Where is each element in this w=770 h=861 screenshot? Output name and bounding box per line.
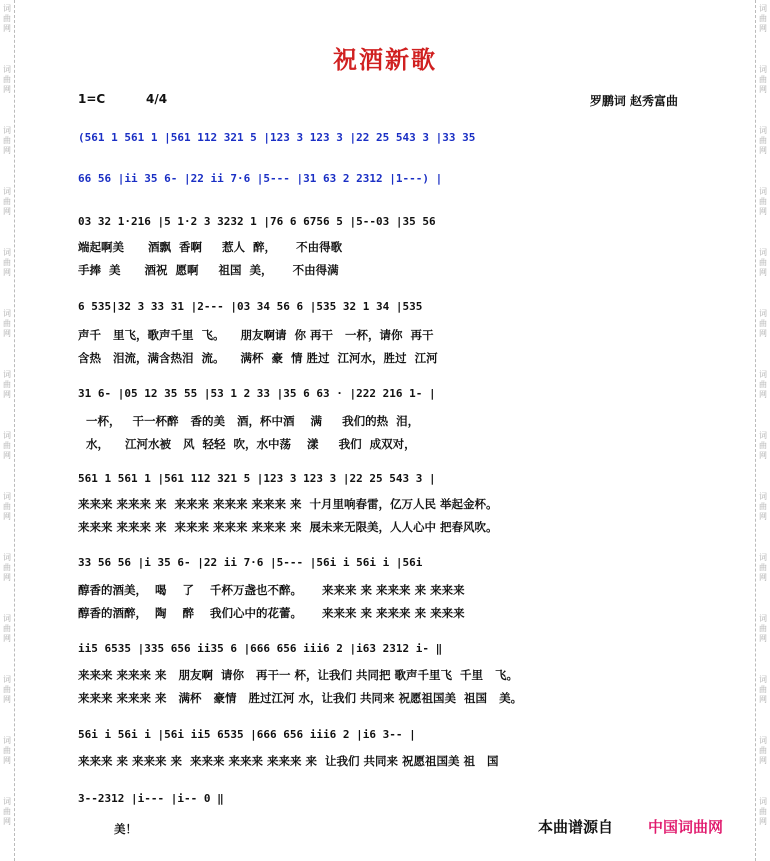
watermark-glyph: 词 曲 网 (759, 797, 767, 826)
watermark-glyph: 词 曲 网 (3, 309, 11, 338)
watermark-glyph: 词 曲 网 (3, 431, 11, 460)
watermark-glyph: 词 曲 网 (759, 126, 767, 155)
watermark-glyph: 词 曲 网 (759, 492, 767, 521)
lyric-line-3b: 水， 江河水被 风 轻轻 吹，水中荡 漾 我们 成双对， (78, 437, 416, 451)
intro-line-1: (561 1 561 1 |561 112 321 5 |123 3 123 3 |22 25 543 3 |33 35 (78, 131, 476, 144)
notation-line-2: 6 535|32 3 33 31 |2--- |03 34 56 6 |535 32 1 34 |535 (78, 300, 423, 313)
notation-line-3: 31 6- |05 12 35 55 |53 1 2 33 |35 6 63 · |222 216 1- | (78, 387, 436, 400)
site-name-link[interactable]: 中国词曲网 (648, 818, 724, 836)
lyric-line-6b: 来来来 来来来 来 满杯 豪情 胜过江河 水，让我们 共同来 祝愿祖国美 祖国 美。 (78, 691, 523, 705)
watermark-glyph: 词 曲 网 (3, 4, 11, 33)
watermark-glyph: 词 曲 网 (3, 797, 11, 826)
lyric-line-2b: 含热 泪流，满含热泪 流。 满杯 豪 情 胜过 江河水，胜过 江河 (78, 351, 438, 365)
watermark-glyph: 词 曲 网 (759, 4, 767, 33)
watermark-glyph: 词 曲 网 (3, 187, 11, 216)
notation-line-4: 561 1 561 1 |561 112 321 5 |123 3 123 3 |22 25 543 3 | (78, 472, 436, 485)
watermark-glyph: 词 曲 网 (759, 370, 767, 399)
watermark-glyph: 词 曲 网 (759, 248, 767, 277)
watermark-glyph: 词 曲 网 (3, 614, 11, 643)
lyric-line-6a: 来来来 来来来 来 朋友啊 请你 再干一 杯，让我们 共同把 歌声千里飞 千里 飞。 (78, 668, 519, 682)
notation-line-6: ii5 6535 |335 656 ii35 6 |666 656 iii6 2 |i63 2312 i- ‖ (78, 642, 443, 655)
lyric-line-2a: 声千 里飞，歌声千里 飞。 朋友啊请 你 再干 一杯，请你 再干 (78, 328, 434, 342)
watermark-glyph: 词 曲 网 (759, 614, 767, 643)
watermark-glyph: 词 曲 网 (3, 553, 11, 582)
watermark-glyph: 词 曲 网 (759, 431, 767, 460)
lyric-line-7a: 来来来 来 来来来 来 来来来 来来来 来来来 来 让我们 共同来 祝愿祖国美 祖 国 (78, 754, 499, 768)
notation-line-5: 33 56 56 |i 35 6- |22 ii 7·6 |5--- |56i i 56i i |56i (78, 556, 423, 569)
watermark-glyph: 词 曲 网 (3, 248, 11, 277)
key-signature: 1=C (78, 92, 106, 106)
lyric-line-3a: 一杯， 干一杯醉 香的美 酒，杯中酒 满 我们的热 泪， (78, 414, 420, 428)
watermark-glyph: 词 曲 网 (3, 65, 11, 94)
lyric-line-1b: 手捧 美 酒祝 愿啊 祖国 美， 不由得满 (78, 263, 339, 277)
watermark-glyph: 词 曲 网 (3, 736, 11, 765)
notation-line-8: 3--2312 |i--- |i-- 0 ‖ (78, 792, 224, 805)
notation-line-7: 56i i 56i i |56i ii5 6535 |666 656 iii6 2 |i6 3-- | (78, 728, 416, 741)
watermark-glyph: 词 曲 网 (759, 309, 767, 338)
intro-line-2: 66 56 |ii 35 6- |22 ii 7·6 |5--- |31 63 2 2312 |1---) | (78, 172, 443, 185)
lyric-line-1a: 端起啊美 酒飘 香啊 惹人 醉， 不由得歌 (78, 240, 343, 254)
watermark-glyph: 词 曲 网 (759, 65, 767, 94)
lyric-line-8a: 美！ (78, 822, 138, 836)
lyric-line-4b: 来来来 来来来 来 来来来 来来来 来来来 来 展未来无限美，人人心中 把春风吹。 (78, 520, 498, 534)
watermark-glyph: 词 曲 网 (3, 126, 11, 155)
watermark-glyph: 词 曲 网 (759, 675, 767, 704)
lyric-line-4a: 来来来 来来来 来 来来来 来来来 来来来 来 十月里响春雷，亿万人民 举起金杯。 (78, 497, 498, 511)
time-signature: 4/4 (146, 92, 168, 106)
watermark-glyph: 词 曲 网 (759, 553, 767, 582)
notation-line-1: 03 32 1·216 |5 1·2 3 3232 1 |76 6 6756 5 |5--03 |35 56 (78, 215, 436, 228)
source-label: 本曲谱源自 (538, 818, 614, 836)
watermark-glyph: 词 曲 网 (759, 736, 767, 765)
lyric-line-5a: 醇香的酒美， 喝 了 千杯万盏也不醉。 来来来 来 来来来 来 来来来 (78, 583, 465, 597)
watermark-glyph: 词 曲 网 (3, 492, 11, 521)
credits: 罗鹏词 赵秀富曲 (589, 94, 678, 108)
song-title: 祝酒新歌 (333, 46, 437, 74)
watermark-glyph: 词 曲 网 (3, 675, 11, 704)
watermark-glyph: 词 曲 网 (759, 187, 767, 216)
lyric-line-5b: 醇香的酒醉， 陶 醉 我们心中的花蕾。 来来来 来 来来来 来 来来来 (78, 606, 465, 620)
watermark-glyph: 词 曲 网 (3, 370, 11, 399)
